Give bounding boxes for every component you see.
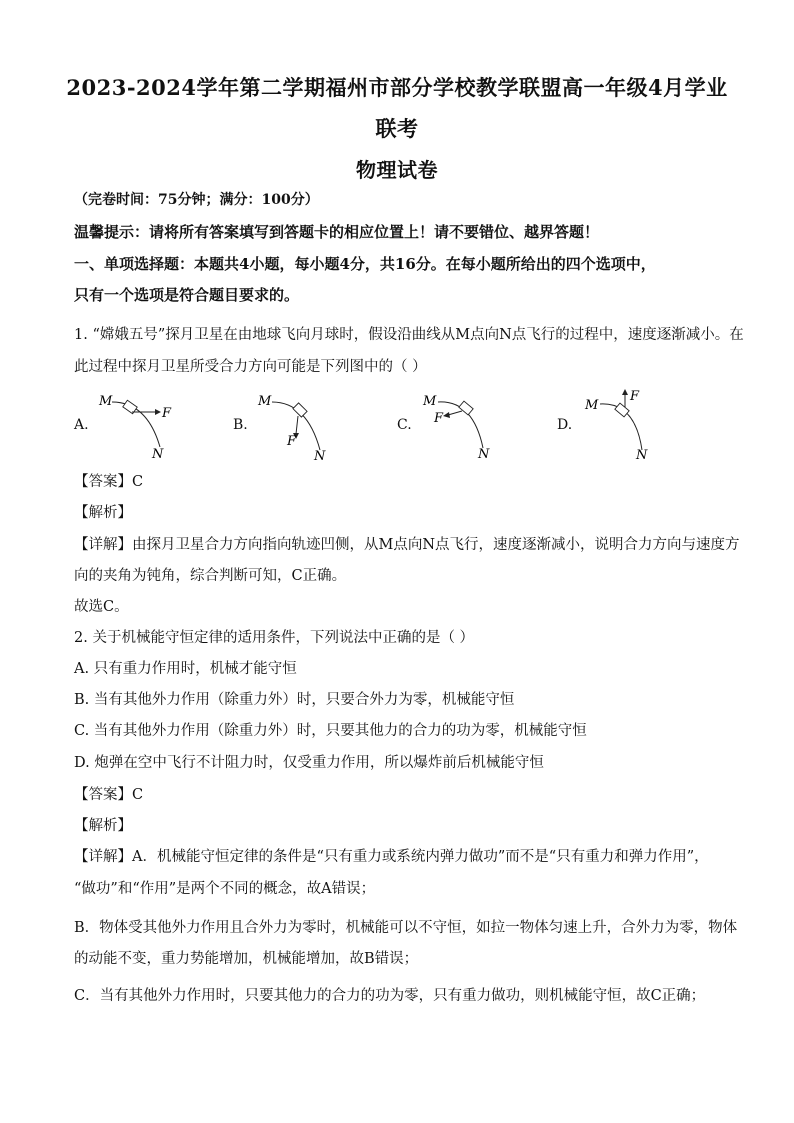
q2-answer: 【答案】C — [74, 787, 144, 803]
q2-option-b: B. 当有其他外力作用（除重力外）时，只要合外力为零，机械能守恒 — [74, 692, 515, 708]
q1-detail-line2: 向的夹角为钝角，综合判断可知，C正确。 — [74, 568, 347, 584]
q2-detail-c: C．当有其他外力作用时，只要其他力的合力的功为零，只有重力做功，则机械能守恒，故C正确； — [74, 988, 706, 1004]
q1-d-m-label: M — [585, 398, 599, 413]
q1-c-m-label: M — [423, 394, 437, 409]
exam-title-line2: 联考 — [375, 116, 419, 141]
q1-a-f-label: F — [162, 406, 172, 421]
q2-option-c: C. 当有其他外力作用（除重力外）时，只要其他力的合力的功为零，机械能守恒 — [74, 723, 587, 739]
q2-detail-a-line2: “做功”和“作用”是两个不同的概念，故A错误； — [74, 881, 376, 897]
section1-line2: 只有一个选项是符合题目要求的。 — [74, 286, 300, 304]
q1-option-c-figure — [418, 390, 518, 464]
q1-stem-line1: 1. “嫦娥五号”探月卫星在由地球飞向月球时，假设沿曲线从M点向N点飞行的过程中，速度逐渐减小。在 — [74, 327, 744, 343]
q1-b-f-label: F — [287, 434, 297, 449]
q2-analysis-heading: 【解析】 — [74, 818, 132, 834]
q1-b-n-label: N — [314, 449, 326, 464]
q1-option-b-figure — [252, 392, 352, 464]
notice: 温馨提示：请将所有答案填写到答题卡的相应位置上！请不要错位、越界答题！ — [74, 223, 600, 241]
q1-answer: 【答案】C — [74, 474, 144, 490]
q1-option-a-label: A. — [74, 417, 89, 433]
q1-option-c-label: C. — [397, 417, 412, 433]
q1-stem-line2: 此过程中探月卫星所受合力方向可能是下列图中的（ ） — [74, 359, 427, 375]
q2-detail-a-line1: 【详解】A．机械能守恒定律的条件是“只有重力或系统内弹力做功”而不是“只有重力和弹力作用”， — [74, 849, 709, 865]
q1-d-n-label: N — [636, 448, 648, 463]
q1-c-f-label: F — [434, 411, 444, 426]
q1-a-m-label: M — [99, 394, 113, 409]
exam-info: （完卷时间：75分钟；满分：100分） — [74, 192, 319, 208]
q1-b-m-label: M — [258, 394, 272, 409]
q1-a-n-label: N — [152, 447, 164, 462]
exam-title-line1: 2023-2024学年第二学期福州市部分学校教学联盟高一年级4月学业 — [66, 75, 728, 100]
section1-line1: 一、单项选择题：本题共4小题，每小题4分，共16分。在每小题所给出的四个选项中， — [74, 255, 656, 273]
q2-stem: 2. 关于机械能守恒定律的适用条件，下列说法中正确的是（ ） — [74, 630, 475, 646]
q1-option-d-label: D. — [557, 417, 573, 433]
q2-option-d: D. 炮弹在空中飞行不计阻力时，仅受重力作用，所以爆炸前后机械能守恒 — [74, 755, 544, 771]
q1-d-f-label: F — [630, 389, 640, 404]
q1-option-a-figure — [92, 392, 192, 464]
q1-analysis-heading: 【解析】 — [74, 505, 132, 521]
q2-detail-b-line1: B．物体受其他外力作用且合外力为零时，机械能可以不守恒，如拉一物体匀速上升，合外力为零，物体 — [74, 920, 738, 936]
q1-c-n-label: N — [478, 447, 490, 462]
q2-detail-b-line2: 的动能不变，重力势能增加，机械能增加，故B错误； — [74, 951, 419, 967]
q1-option-b-label: B. — [233, 417, 248, 433]
q1-conclusion: 故选C。 — [74, 599, 129, 615]
subject-title: 物理试卷 — [356, 158, 438, 182]
q1-detail-line1: 【详解】由探月卫星合力方向指向轨迹凹侧，从M点向N点飞行，速度逐渐减小，说明合力方向与速度方 — [74, 537, 740, 553]
q1-option-d-figure — [580, 388, 680, 464]
q2-option-a: A. 只有重力作用时，机械才能守恒 — [74, 661, 297, 677]
